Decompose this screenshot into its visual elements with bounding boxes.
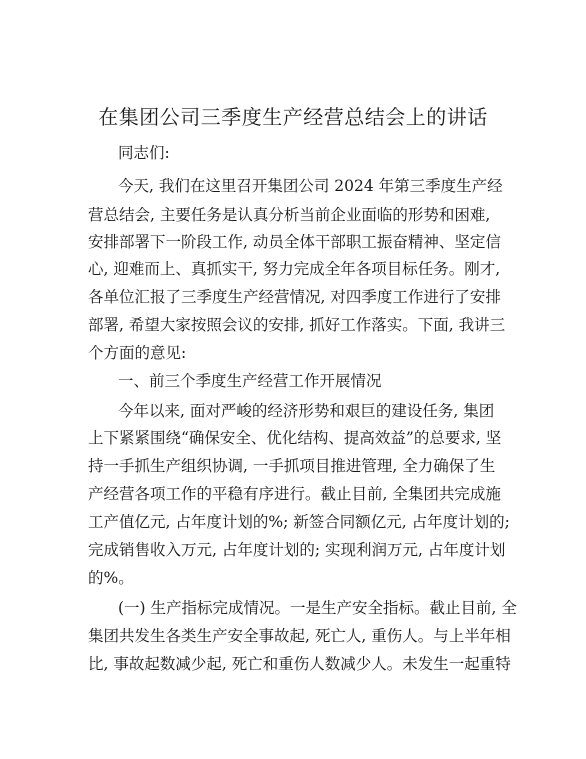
paragraph-line: 今天, 我们在这里召开集团公司 2024 年第三季度生产经 xyxy=(118,177,503,195)
paragraph-line: 工产值亿元, 占年度计划的%; 新签合同额亿元, 占年度计划的; xyxy=(88,513,510,531)
document-title: 在集团公司三季度生产经营总结会上的讲话 xyxy=(98,105,488,129)
paragraph-line: 营总结会, 主要任务是认真分析当前企业面临的形势和困难, xyxy=(88,206,491,224)
paragraph-line: 的%。 xyxy=(88,569,134,587)
paragraph-line: 部署, 希望大家按照会议的安排, 抓好工作落实。下面, 我讲三 xyxy=(88,316,506,334)
paragraph-line: 产经营各项工作的平稳有序进行。截止目前, 全集团共完成施 xyxy=(88,485,501,503)
paragraph-line: 完成销售收入万元, 占年度计划的; 实现利润万元, 占年度计划 xyxy=(88,541,506,559)
paragraph-line: 比, 事故起数减少起, 死亡和重伤人数减少人。未发生一起重特 xyxy=(88,655,511,673)
paragraph-line: 上下紧紧围绕“确保安全、优化结构、提高效益”的总要求, 坚 xyxy=(88,429,502,447)
paragraph-line: 心, 迎难而上、真抓实干, 努力完成全年各项目标任务。刚才, xyxy=(88,260,501,278)
paragraph-line: (一) 生产指标完成情况。一是生产安全指标。截止目前, 全 xyxy=(118,599,517,617)
paragraph-line: 各单位汇报了三季度生产经营情况, 对四季度工作进行了安排 xyxy=(88,288,501,306)
section-heading: 一、前三个季度生产经营工作开展情况 xyxy=(118,372,382,390)
greeting: 同志们: xyxy=(118,144,170,162)
paragraph-line: 持一手抓生产组织协调, 一手抓项目推进管理, 全力确保了生 xyxy=(88,457,496,475)
paragraph-line: 今年以来, 面对严峻的经济形势和艰巨的建设任务, 集团 xyxy=(118,402,495,420)
paragraph-line: 安排部署下一阶段工作, 动员全体干部职工振奋精神、坚定信 xyxy=(88,233,501,251)
paragraph-line: 个方面的意见: xyxy=(88,344,187,362)
paragraph-line: 集团共发生各类生产安全事故起, 死亡人, 重伤人。与上半年相 xyxy=(88,627,511,645)
